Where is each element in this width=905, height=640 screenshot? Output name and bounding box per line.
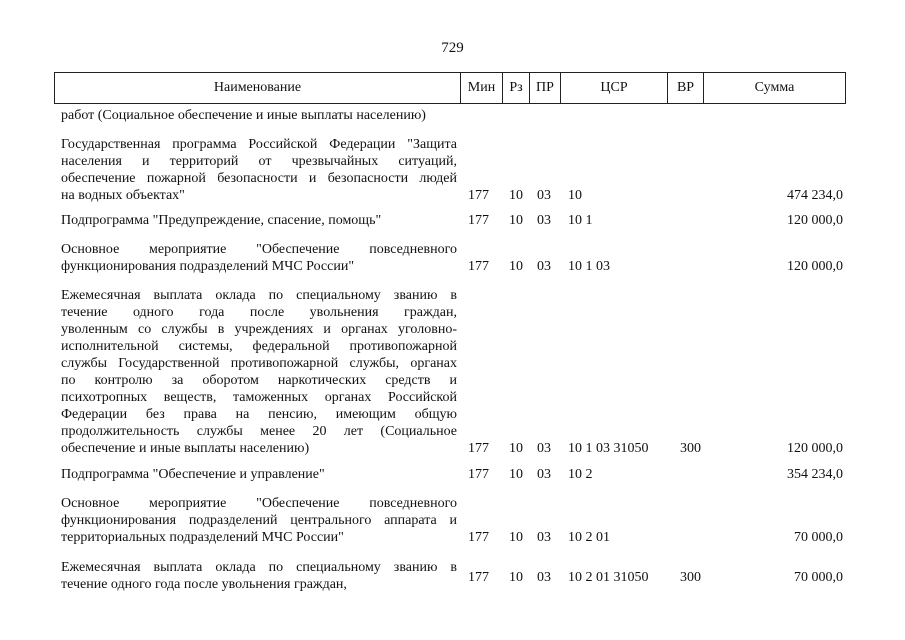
row-name-line: Основное мероприятие "Обеспечение повседневного xyxy=(61,496,457,511)
row-name-line: по контролю за оборотом наркотических средств и xyxy=(61,373,457,388)
cell-pr: 03 xyxy=(537,467,551,482)
row-name-line: продолжительность службы менее 20 лет (Социальное xyxy=(61,424,457,439)
row-name xyxy=(61,107,457,124)
cell-sum: 120 000,0 xyxy=(787,213,843,228)
cell-min: 177 xyxy=(468,570,489,585)
cell-min: 177 xyxy=(468,441,489,456)
cell-sum: 474 234,0 xyxy=(787,188,843,203)
cell-pr: 03 xyxy=(537,188,551,203)
cell-csr: 10 1 03 xyxy=(568,259,610,274)
cell-csr: 10 2 01 31050 xyxy=(568,570,649,585)
cell-vr: 300 xyxy=(680,441,701,456)
row-name-line: службы Государственной противопожарной службы, органах xyxy=(61,356,457,371)
cell-sum: 70 000,0 xyxy=(794,570,843,585)
cell-sum: 70 000,0 xyxy=(794,530,843,545)
cell-min: 177 xyxy=(468,213,489,228)
row-name-line: течение одного года после увольнения граждан, xyxy=(61,577,347,592)
row-name-line: работ (Социальное обеспечение и иные выплаты населению) xyxy=(61,108,426,123)
column-header-vr: ВР xyxy=(668,73,704,103)
cell-sum: 354 234,0 xyxy=(787,467,843,482)
cell-csr: 10 xyxy=(568,188,582,203)
row-name-line: Ежемесячная выплата оклада по специальному званию в xyxy=(61,560,457,575)
column-header-csr: ЦСР xyxy=(561,73,668,103)
row-name xyxy=(61,559,457,593)
cell-sum: 120 000,0 xyxy=(787,259,843,274)
cell-vr: 300 xyxy=(680,570,701,585)
row-name-line: обеспечение и иные выплаты населению) xyxy=(61,441,310,456)
cell-rz: 10 xyxy=(509,441,523,456)
cell-rz: 10 xyxy=(509,259,523,274)
column-header-pr: ПР xyxy=(530,73,561,103)
cell-pr: 03 xyxy=(537,441,551,456)
column-header-min: Мин xyxy=(461,73,503,103)
cell-min: 177 xyxy=(468,259,489,274)
row-name-line: Подпрограмма "Предупреждение, спасение, помощь" xyxy=(61,213,382,228)
row-name-line: территориальных подразделений МЧС России" xyxy=(61,530,344,545)
row-name xyxy=(61,241,457,275)
row-name-line: Ежемесячная выплата оклада по специальному званию в xyxy=(61,288,457,303)
cell-sum: 120 000,0 xyxy=(787,441,843,456)
column-header-rz: Рз xyxy=(503,73,530,103)
row-name-line: на водных объектах" xyxy=(61,188,185,203)
cell-csr: 10 2 xyxy=(568,467,593,482)
cell-pr: 03 xyxy=(537,213,551,228)
page-number: 729 xyxy=(441,40,464,56)
row-name-line: обеспечение пожарной безопасности и безопасности людей xyxy=(61,171,457,186)
cell-csr: 10 1 03 31050 xyxy=(568,441,649,456)
row-name xyxy=(61,287,457,457)
row-name xyxy=(61,466,457,483)
row-name-line: исполнительной системы, федеральной противопожарной xyxy=(61,339,457,354)
row-name-line: Федерации без права на пенсию, имеющим общую xyxy=(61,407,457,422)
row-name-line: психотропных веществ, таможенных органах Российской xyxy=(61,390,457,405)
cell-pr: 03 xyxy=(537,530,551,545)
cell-min: 177 xyxy=(468,530,489,545)
cell-min: 177 xyxy=(468,188,489,203)
cell-csr: 10 1 xyxy=(568,213,593,228)
row-name-line: течение одного года после увольнения граждан, xyxy=(61,305,457,320)
table-header xyxy=(54,72,846,104)
row-name-line: Государственная программа Российской Федерации "Защита xyxy=(61,137,457,152)
cell-rz: 10 xyxy=(509,570,523,585)
row-name-line: Подпрограмма "Обеспечение и управление" xyxy=(61,467,325,482)
cell-pr: 03 xyxy=(537,259,551,274)
row-name-line: Основное мероприятие "Обеспечение повседневного xyxy=(61,242,457,257)
cell-min: 177 xyxy=(468,467,489,482)
row-name-line: функционирования подразделений центрального аппарата и xyxy=(61,513,457,528)
column-header-name: Наименование xyxy=(55,73,461,103)
row-name xyxy=(61,495,457,546)
cell-rz: 10 xyxy=(509,188,523,203)
row-name-line: уволенным со службы в учреждениях и органах уголовно- xyxy=(61,322,457,337)
cell-rz: 10 xyxy=(509,467,523,482)
column-header-sum: Сумма xyxy=(754,80,795,95)
cell-csr: 10 2 01 xyxy=(568,530,610,545)
row-name-line: функционирования подразделений МЧС России" xyxy=(61,259,355,274)
cell-rz: 10 xyxy=(509,530,523,545)
cell-rz: 10 xyxy=(509,213,523,228)
row-name xyxy=(61,212,457,229)
row-name xyxy=(61,136,457,204)
row-name-line: населения и территорий от чрезвычайных ситуаций, xyxy=(61,154,457,169)
cell-pr: 03 xyxy=(537,570,551,585)
